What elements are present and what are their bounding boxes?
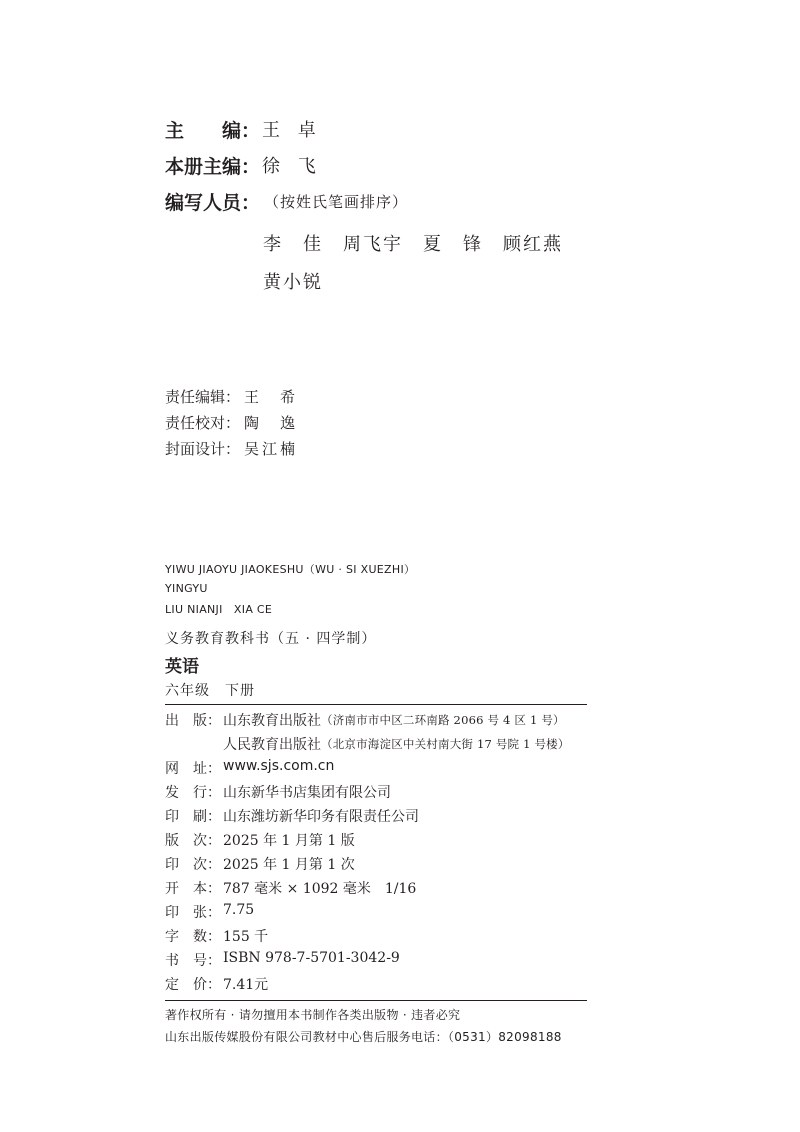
website-value: www.sjs.com.cn <box>223 758 335 774</box>
writer-name: 李 佳 <box>263 234 323 255</box>
publish-info-row <box>165 902 254 922</box>
staff-label: 责任校对： <box>165 414 241 432</box>
info-key: 网 址： <box>165 761 221 777</box>
info-value: 人民教育出版社 <box>223 737 321 753</box>
writers-row <box>165 186 408 216</box>
staff-label: 封面设计： <box>165 440 241 458</box>
info-value: 155 千 <box>223 929 269 945</box>
publish-info-row <box>165 926 268 946</box>
publish-info-row <box>165 830 355 850</box>
writers-note: （按姓氏笔画排序） <box>264 192 409 211</box>
publish-info-row <box>165 782 391 802</box>
volume-chief-editor-label: 本册主编： <box>165 155 261 178</box>
staff-label: 责任编辑： <box>165 388 241 406</box>
book-title: 英语 <box>165 657 199 677</box>
staff-row <box>165 412 298 433</box>
price-value: 7.41元 <box>223 977 269 993</box>
publish-info-row <box>165 974 268 994</box>
pinyin-line: YINGYU <box>165 582 208 595</box>
pinyin-line: YIWU JIAOYU JIAOKESHU（WU · SI XUEZHI） <box>165 563 416 576</box>
book-series: 义务教育教科书（五 · 四学制） <box>165 631 377 647</box>
staff-value: 吴江楠 <box>244 440 299 458</box>
publish-info-row <box>165 854 355 874</box>
info-key: 定 价： <box>165 977 221 993</box>
isbn-value: ISBN 978-7-5701-3042-9 <box>223 950 400 966</box>
publish-info-row <box>165 878 416 898</box>
info-key: 出 版： <box>165 713 221 729</box>
volume-chief-editor-value: 徐 飞 <box>262 156 322 177</box>
divider <box>165 1000 587 1001</box>
publish-info-row <box>165 950 400 970</box>
info-key: 字 数： <box>165 929 221 945</box>
info-value: 山东教育出版社 <box>223 713 321 729</box>
divider <box>165 704 587 705</box>
chief-editor-row <box>165 114 322 144</box>
book-grade: 六年级 下册 <box>165 683 255 699</box>
publish-info-row <box>165 758 334 778</box>
info-key: 印 刷： <box>165 809 221 825</box>
info-key: 印 张： <box>165 905 221 921</box>
info-key: 书 号： <box>165 953 221 969</box>
info-value: 山东潍坊新华印务有限责任公司 <box>223 809 419 825</box>
volume-chief-editor-row <box>165 150 322 180</box>
info-value: 2025 年 1 月第 1 次 <box>223 857 355 873</box>
staff-value: 陶 逸 <box>244 414 299 432</box>
info-value: 787 毫米 × 1092 毫米 1/16 <box>223 881 417 897</box>
writers-list-line-2 <box>263 268 343 294</box>
publish-info-row <box>165 734 570 754</box>
writers-label: 编写人员： <box>165 191 261 214</box>
writer-name: 夏 锋 <box>423 234 483 255</box>
service-phone: 山东出版传媒股份有限公司教材中心售后服务电话：（0531）82098188 <box>165 1030 562 1044</box>
info-key: 版 次： <box>165 833 221 849</box>
info-value: 2025 年 1 月第 1 版 <box>223 833 355 849</box>
staff-row <box>165 438 298 459</box>
info-note: （北京市海淀区中关村南大街 17 号院 1 号楼） <box>321 737 570 751</box>
info-value: 山东新华书店集团有限公司 <box>223 785 391 801</box>
info-value: 7.75 <box>223 902 255 918</box>
writers-list-line-1 <box>263 230 583 256</box>
writer-name: 周飞宇 <box>343 234 403 255</box>
info-key: 开 本： <box>165 881 221 897</box>
staff-row <box>165 386 298 407</box>
info-key: 发 行： <box>165 785 221 801</box>
info-key: 印 次： <box>165 857 221 873</box>
copyright-notice: 著作权所有 · 请勿擅用本书制作各类出版物 · 违者必究 <box>165 1008 461 1022</box>
info-note: （济南市市中区二环南路 2066 号 4 区 1 号） <box>321 713 565 727</box>
pinyin-line: LIU NIANJI XIA CE <box>165 603 273 616</box>
writer-name: 顾红燕 <box>503 234 563 255</box>
staff-value: 王 希 <box>244 388 299 406</box>
chief-editor-label: 主 编： <box>165 119 261 142</box>
writer-name: 黄小锐 <box>263 272 323 293</box>
publish-info-row <box>165 710 565 730</box>
chief-editor-value: 王 卓 <box>262 120 322 141</box>
info-key <box>165 734 223 754</box>
publish-info-row <box>165 806 419 826</box>
